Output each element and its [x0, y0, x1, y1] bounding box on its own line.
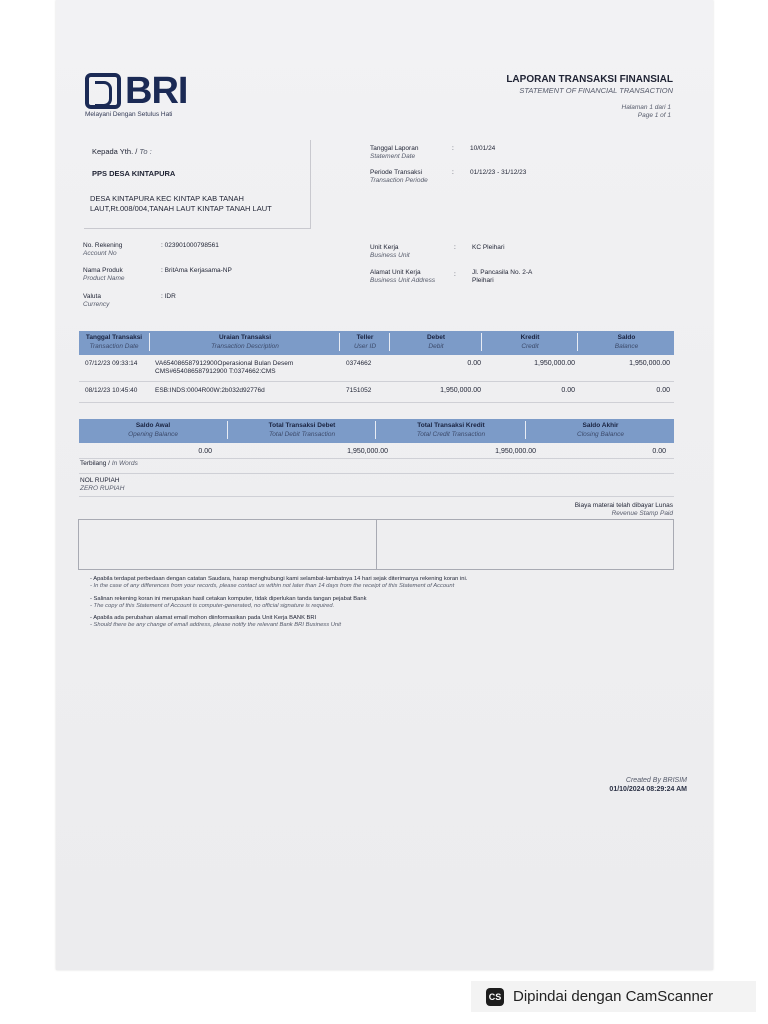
camscanner-watermark: [471, 981, 756, 1012]
col-transaction-date: [79, 333, 149, 351]
col-header-id: Saldo Akhir: [582, 422, 619, 429]
currency-label-en: Currency: [83, 301, 110, 308]
col-total-debit: [227, 421, 376, 439]
row-date: 07/12/23 09:33:14: [85, 360, 138, 367]
col-header-en: Transaction Date: [89, 343, 139, 350]
recipient-label: [92, 147, 152, 156]
business-unit-label-en: Business Unit: [370, 252, 410, 259]
recipient-address: DESA KINTAPURA KEC KINTAP KAB TANAH LAUT,Rt.008/004,TANAH LAUT KINTAP TANAH LAUT: [90, 194, 272, 213]
row-divider: [79, 458, 674, 459]
row-description: [155, 360, 293, 376]
col-header-en: User ID: [353, 343, 377, 350]
col-header-en: Opening Balance: [128, 431, 178, 438]
col-total-credit: [375, 421, 526, 439]
opening-balance-value: 0.00: [198, 448, 212, 455]
statement-date-label-en: Statement Date: [370, 153, 416, 160]
row-date: 08/12/23 10:45:40: [85, 387, 138, 394]
summary-table-header: [79, 419, 674, 443]
in-words-label-id: Terbilang /: [80, 460, 110, 467]
col-header-en: Transaction Description: [211, 343, 279, 350]
col-header-id: Tanggal Transaksi: [85, 334, 143, 341]
in-words-label-en: In Words: [111, 460, 138, 467]
col-credit: [481, 333, 578, 351]
bri-logo: [85, 71, 187, 111]
camscanner-logo-icon: CS: [486, 988, 504, 1006]
transaction-period-label-id: Periode Transaksi: [370, 169, 423, 176]
created-by-footer: [609, 776, 687, 794]
business-unit-label: [370, 244, 410, 260]
total-debit-value: 1,950,000.00: [347, 448, 388, 455]
col-header-en: Closing Balance: [577, 431, 624, 438]
row-divider: [79, 402, 674, 403]
col-header-id: Saldo: [617, 334, 636, 341]
business-unit-address-value: [472, 269, 532, 285]
report-title: LAPORAN TRANSAKSI FINANSIAL: [506, 74, 673, 85]
statement-page: [56, 0, 713, 970]
business-unit-address-label: [370, 269, 435, 285]
signature-box-divider: [376, 520, 377, 569]
disclaimer-note-en: - The copy of this Statement of Account is computer-generated, no official signature is required.: [90, 603, 335, 609]
in-words-value-en: ZERO RUPIAH: [80, 485, 125, 492]
product-name-label-id: Nama Produk: [83, 267, 123, 274]
product-name-text: BritAma Kerjasama-NP: [164, 267, 232, 274]
col-closing-balance: [525, 421, 675, 439]
business-unit-value: KC Pleihari: [472, 244, 505, 251]
col-header-id: Total Transaksi Debet: [268, 422, 336, 429]
page-indicator-id: Halaman 1 dari 1: [621, 104, 671, 111]
row-credit: 1,950,000.00: [534, 360, 575, 367]
disclaimer-note-id: - Salinan rekening koran ini merupakan hasil cetakan komputer, tidak diperlukan tanda tangan pejabat Bank: [90, 596, 367, 602]
report-subtitle: STATEMENT OF FINANCIAL TRANSACTION: [519, 86, 673, 95]
product-name-label-en: Product Name: [83, 275, 125, 282]
created-by-text: Created By BRISIM: [625, 777, 687, 784]
col-header-id: Uraian Transaksi: [218, 334, 272, 341]
account-no-value: : 023901000798561: [161, 242, 219, 249]
account-no-text: 023901000798561: [164, 242, 219, 249]
in-words-value: [80, 477, 124, 493]
currency-label-id: Valuta: [83, 293, 101, 300]
col-header-id: Debet: [426, 334, 446, 341]
col-header-en: Total Credit Transaction: [416, 431, 486, 438]
col-header-id: Saldo Awal: [135, 422, 171, 429]
account-no-label-en: Account No: [83, 250, 117, 257]
colon: :: [452, 169, 454, 176]
col-header-id: Kredit: [520, 334, 540, 341]
row-divider: [79, 496, 674, 497]
row-debit: 1,950,000.00: [440, 387, 481, 394]
row-balance: 0.00: [656, 387, 670, 394]
product-name-label: [83, 267, 125, 283]
col-debit: [389, 333, 482, 351]
page-indicator: [622, 104, 672, 120]
colon: :: [454, 271, 456, 278]
page-indicator-en: Page 1 of 1: [637, 112, 671, 119]
row-balance: 1,950,000.00: [629, 360, 670, 367]
product-name-value: : BritAma Kerjasama-NP: [161, 267, 232, 274]
table-row: [79, 385, 674, 401]
business-unit-address-line1: Jl. Pancasila No. 2-A: [472, 269, 533, 276]
statement-date-label-id: Tanggal Laporan: [370, 145, 419, 152]
closing-balance-value: 0.00: [652, 448, 666, 455]
disclaimer-note-en: - Should there be any change of email address, please notify the relevant Bank BRI Business Unit: [90, 622, 342, 628]
row-description-line1: VA654086587912900Operasional Bulan Desem: [155, 360, 294, 367]
account-no-label: [83, 242, 122, 258]
col-header-en: Total Debit Transaction: [268, 431, 336, 438]
camscanner-text: Dipindai dengan CamScanner: [513, 988, 714, 1005]
row-description: ESB:INDS:0004R00W:2b032d92776d: [155, 387, 265, 394]
col-header-id: Teller: [356, 334, 374, 341]
recipient-name: PPS DESA KINTAPURA: [92, 169, 176, 178]
currency-label: [83, 293, 109, 309]
disclaimer-note-id: - Apabila ada perubahan alamat email mohon diinformasikan pada Unit Kerja BANK BRI: [90, 615, 317, 621]
row-divider: [79, 381, 674, 382]
col-description: [149, 333, 340, 351]
disclaimer-note-id: - Apabila terdapat perbedaan dengan catatan Saudara, harap menghubungi kami selambat-lambatnya 14 hari sejak diterimanya rekening koran ini.: [90, 576, 468, 582]
col-header-en: Balance: [614, 343, 639, 350]
row-teller: 0374662: [346, 360, 372, 367]
col-header-en: Debit: [428, 343, 444, 350]
row-description-line2: CMS#654086587912900 T:0374662:CMS: [155, 368, 276, 375]
row-divider: [79, 473, 674, 474]
account-no-label-id: No. Rekening: [83, 242, 123, 249]
business-unit-label-id: Unit Kerja: [370, 244, 399, 251]
statement-date-value: 10/01/24: [470, 145, 496, 152]
bri-logo-mark-icon: [85, 73, 121, 109]
transaction-period-value: 01/12/23 - 31/12/23: [470, 169, 527, 176]
currency-value: : IDR: [161, 293, 176, 300]
table-row: [79, 358, 674, 382]
statement-date-label: [370, 145, 418, 161]
disclaimer-note: [90, 576, 467, 590]
col-header-en: Credit: [521, 343, 539, 350]
disclaimer-note: [90, 596, 367, 610]
business-unit-address-line2: Pleihari: [472, 277, 494, 284]
col-teller: [339, 333, 390, 351]
recipient-label-id: Kepada Yth. /: [92, 147, 138, 156]
transaction-period-label-en: Transaction Periode: [370, 177, 428, 184]
disclaimer-note: [90, 615, 341, 629]
in-words-label: [80, 460, 138, 467]
business-unit-address-label-id: Alamat Unit Kerja: [370, 269, 421, 276]
colon: :: [452, 145, 454, 152]
disclaimer-note-en: - In the case of any differences from your records, please contact us within not later than 14 days from the receipt of this Statement of Account: [90, 583, 455, 589]
revenue-stamp-en: Revenue Stamp Paid: [611, 510, 673, 517]
revenue-stamp-id: Biaya materai telah dibayar Lunas: [574, 502, 673, 509]
bri-logo-text: BRI: [125, 70, 188, 112]
row-credit: 0.00: [561, 387, 575, 394]
revenue-stamp-note: [575, 502, 673, 518]
created-at-text: 01/10/2024 08:29:24 AM: [609, 786, 687, 793]
transactions-table-header: [79, 331, 674, 355]
business-unit-address-label-en: Business Unit Address: [370, 277, 436, 284]
col-header-id: Total Transaksi Kredit: [417, 422, 485, 429]
col-balance: [577, 333, 675, 351]
recipient-label-en: To :: [139, 147, 152, 156]
row-teller: 7151052: [346, 387, 372, 394]
total-credit-value: 1,950,000.00: [495, 448, 536, 455]
transaction-period-label: [370, 169, 428, 185]
row-debit: 0.00: [467, 360, 481, 367]
signature-box: [78, 519, 674, 570]
currency-text: IDR: [164, 293, 176, 300]
in-words-value-id: NOL RUPIAH: [80, 477, 120, 484]
col-opening-balance: [79, 421, 227, 439]
bank-tagline: Melayani Dengan Setulus Hati: [85, 111, 173, 118]
colon: :: [454, 244, 456, 251]
